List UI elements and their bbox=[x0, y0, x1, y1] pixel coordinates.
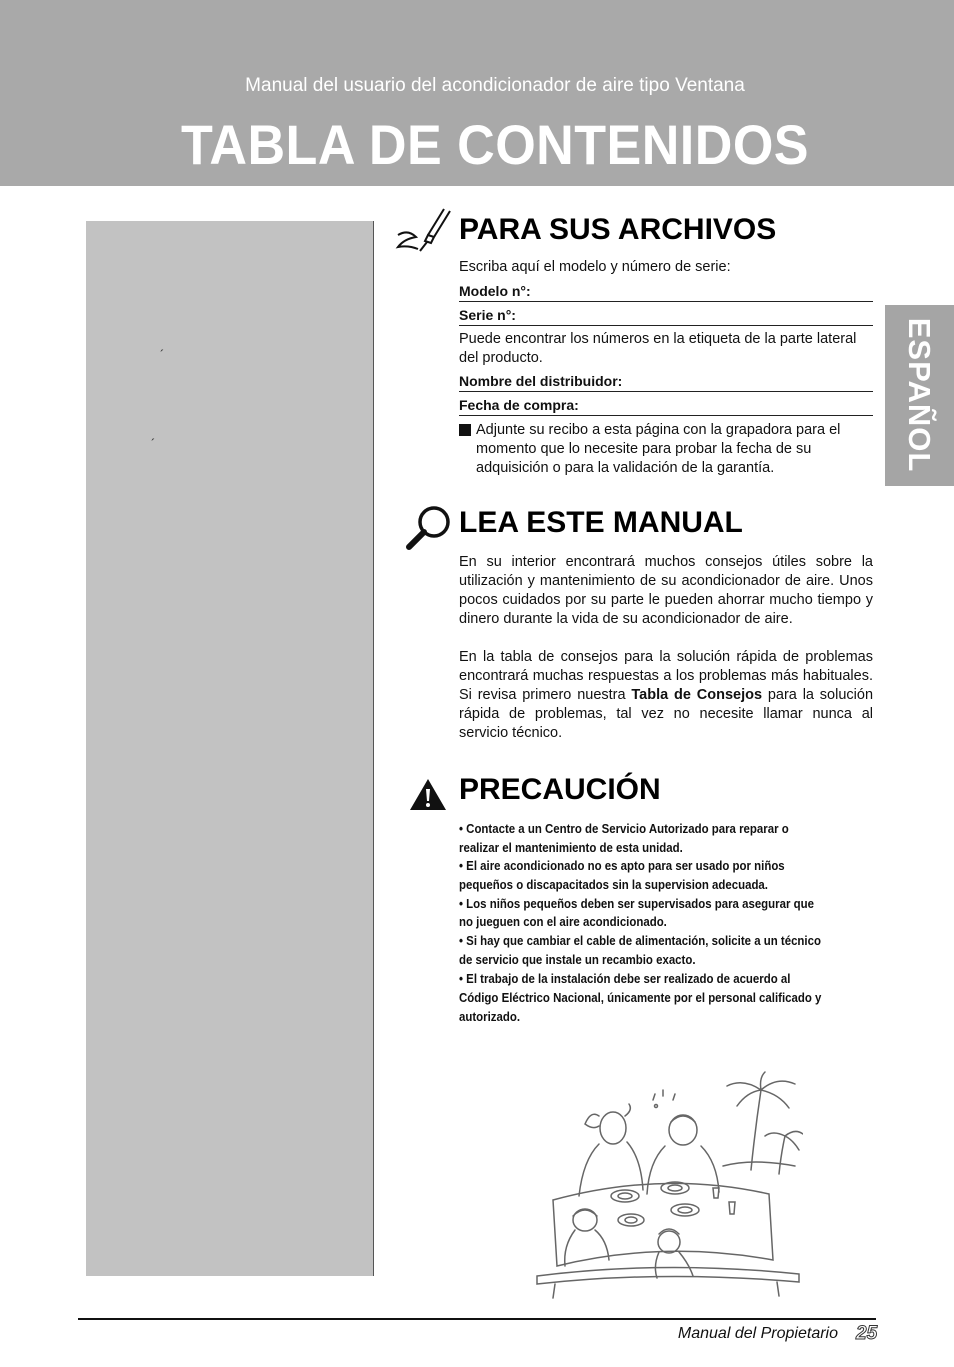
square-bullet-icon bbox=[459, 424, 471, 436]
caution-line: • Si hay que cambiar el cable de alimentación, solicite a un técnico bbox=[459, 933, 821, 948]
read-manual-paragraph-1: En su interior encontrará muchos consejos útiles sobre la utilización y mantenimiento de su acondicionador de aire. Unos pocos cuidados por su parte le pueden ahorrar mucho tiempo y dinero durante la vida de su acondicionador de aire. bbox=[459, 554, 873, 627]
caution-line: no jueguen con el aire acondicionado. bbox=[459, 914, 667, 929]
caution-line: • Contacte a un Centro de Servicio Autorizado para reparar o bbox=[459, 821, 789, 836]
serial-field: Serie n°: bbox=[459, 305, 873, 326]
read-manual-p2-bold: Tabla de Consejos bbox=[631, 687, 763, 703]
records-intro: Escriba aquí el modelo y número de serie: bbox=[459, 259, 731, 275]
caution-line: pequeños o discapacitados sin la supervision adecuada. bbox=[459, 877, 768, 892]
footer-rule bbox=[78, 1318, 876, 1320]
receipt-note bbox=[459, 421, 873, 478]
caution-title: PRECAUCIÓN bbox=[459, 773, 661, 806]
read-manual-paragraph-2 bbox=[459, 648, 873, 743]
read-manual-title: LEA ESTE MANUAL bbox=[459, 506, 743, 539]
sidebar-mark: ´ bbox=[160, 347, 165, 362]
magnifier-icon bbox=[404, 503, 454, 551]
dealer-field: Nombre del distribuidor: bbox=[459, 371, 873, 392]
warning-triangle-icon bbox=[408, 777, 448, 813]
footer-label: Manual del Propietario bbox=[677, 1325, 838, 1342]
language-tab bbox=[885, 305, 954, 486]
read-manual-p2-end: para la solución rápida de problemas, tal vez no necesite llamar nunca al servicio técnico. bbox=[459, 687, 874, 741]
records-title: PARA SUS ARCHIVOS bbox=[459, 213, 777, 246]
caution-line: Código Eléctrico Nacional, únicamente por el personal calificado y bbox=[459, 990, 822, 1005]
model-field: Modelo n°: bbox=[459, 281, 873, 302]
caution-line: • El aire acondicionado no es apto para ser usado por niños bbox=[459, 858, 785, 873]
pen-icon bbox=[394, 207, 454, 259]
caution-line: realizar el mantenimiento de esta unidad. bbox=[459, 840, 683, 855]
page-header bbox=[0, 0, 954, 186]
caution-line: autorizado. bbox=[459, 1009, 521, 1024]
sidebar-mark: ´ bbox=[151, 436, 156, 451]
page-number: 25 bbox=[856, 1323, 878, 1344]
caution-line: • El trabajo de la instalación debe ser realizado de acuerdo al bbox=[459, 971, 791, 986]
manual-subtitle: Manual del usuario del acondicionador de aire tipo Ventana bbox=[245, 75, 745, 96]
caution-line: • Los niños pequeños deben ser supervisados para asegurar que bbox=[459, 896, 814, 911]
language-label: ESPAÑOL bbox=[902, 317, 937, 473]
read-manual-p2-start: En la tabla de consejos para la solución rápida de problemas encontrará muchas respuestas a los problemas más habituales. Si revisa primero nuestra bbox=[459, 649, 873, 703]
receipt-note-text: Adjunte su recibo a esta página con la grapadora para el momento que lo necesite para probar la fecha de su adquisición o para la validación de la garantía. bbox=[476, 422, 841, 476]
purchase-date-field: Fecha de compra: bbox=[459, 395, 873, 416]
contents-sidebar bbox=[86, 221, 374, 1276]
family-picnic-illustration bbox=[533, 1070, 803, 1300]
caution-line: de servicio que instale un recambio exacto. bbox=[459, 952, 696, 967]
label-location-note: Puede encontrar los números en la etiqueta de la parte lateral del producto. bbox=[459, 331, 857, 366]
page-title: TABLA DE CONTENIDOS bbox=[180, 113, 809, 176]
